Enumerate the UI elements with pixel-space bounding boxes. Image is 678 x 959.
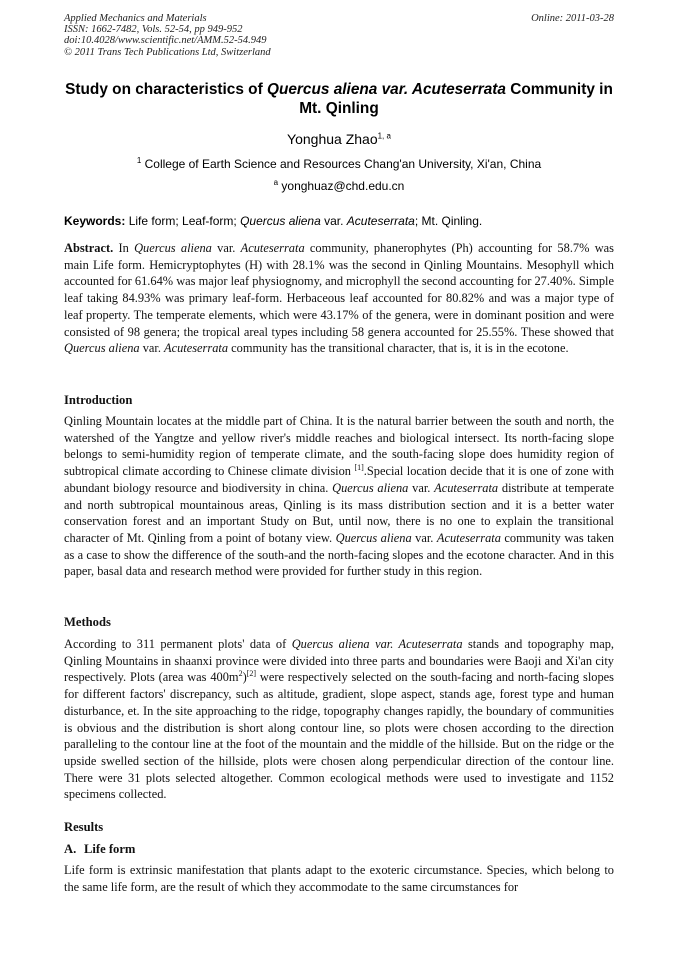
affiliation-sup: 1 — [136, 156, 142, 165]
keywords-label: Keywords: — [64, 214, 126, 228]
intro-text: var. — [411, 530, 437, 545]
species-name: Quercus aliena var. Acuteserrata — [291, 637, 463, 651]
paper-title — [64, 80, 614, 118]
methods-text: stands and topography map, Qinling Mountains in shaanxi province were divided into three parts and boundaries were Baoji and Xi'an city respectively. Plots (area was 400m — [64, 637, 615, 685]
author-sup: 1, a — [377, 131, 391, 141]
species-name: Quercus aliena — [64, 341, 140, 356]
intro-text: .Special location decide that it is one of zone with abundant biology resource and biodiversity in china. — [64, 464, 614, 495]
methods-heading: Methods — [64, 615, 111, 629]
methods-text: According to 311 permanent plots' data of — [64, 637, 292, 651]
issn-line: ISSN: 1662-7482, Vols. 52-54, pp 949-952 — [64, 24, 243, 36]
species-name: Quercus aliena — [134, 241, 212, 255]
abstract-label: Abstract. — [64, 241, 114, 255]
online-date: Online: 2011-03-28 — [531, 13, 614, 24]
intro-text: community was taken as a case to show the difference of the south-and the north-facing slopes and the ecotone character. And in this paper, basal data and research method were provided for further study in this region. — [64, 530, 614, 579]
author-name: Yonghua Zhao — [287, 131, 378, 147]
email-text: yonghuaz@chd.edu.cn — [278, 179, 405, 193]
doi-line: doi:10.4028/www.scientific.net/AMM.52-54.949 — [64, 35, 267, 47]
species-name: Quercus aliena — [335, 530, 412, 545]
abstract-paragraph — [64, 240, 614, 357]
life-form-subheading — [64, 842, 135, 857]
intro-text: var. — [408, 480, 435, 495]
title-species: Quercus aliena var. Acuteserrata — [267, 81, 506, 98]
keywords-text: var. — [320, 214, 347, 228]
author-email — [64, 179, 614, 193]
intro-text: distribute at temperate and north subtropical mountainous areas, Qinling is its mass distribution section and it is a better water conservation forest and an important Study on But, until now, there is no one to explain the transitional character of Mt. Qinling from a point of botany view. — [64, 480, 614, 545]
results-paragraph: Life form is extrinsic manifestation that plants adapt to the exoteric circumstance. Species, which belong to the same life form, are the result of which they accommodate to the same circumstances for — [64, 863, 614, 894]
abstract-text: var. — [139, 341, 165, 356]
abstract-text: var. — [211, 241, 241, 255]
methods-paragraph — [64, 636, 614, 803]
affiliation — [64, 157, 614, 171]
introduction-heading: Introduction — [64, 393, 133, 407]
citation-ref: [2] — [246, 669, 257, 679]
abstract-text: community has the transitional character, that is, it is in the ecotone. — [228, 341, 569, 356]
area-exponent: 2 — [238, 669, 243, 679]
variety-name: Acuteserrata — [240, 241, 305, 255]
author-line — [64, 131, 614, 147]
species-name: Quercus aliena — [332, 480, 409, 495]
variety-name: Acuteserrata — [164, 341, 229, 356]
keywords-species: Quercus aliena — [240, 214, 321, 228]
title-part-1: Study on characteristics of — [65, 81, 267, 98]
keywords-text: ; Mt. Qinling. — [414, 214, 483, 228]
variety-name: Acuteserrata — [436, 530, 501, 545]
introduction-paragraph — [64, 413, 614, 580]
affiliation-text: College of Earth Science and Resources Chang'an University, Xi'an, China — [141, 157, 542, 171]
journal-name: Applied Mechanics and Materials — [64, 13, 207, 24]
variety-name: Acuteserrata — [434, 480, 499, 495]
citation-ref: [1] — [354, 462, 364, 472]
abstract-text: community, phanerophytes (Ph) accounting for 58.7% was main Life form. Hemicryptophytes (H) with 28.1% was the second in Qinling Mountains. Mesophyll which accounted for 61.64% was major leaf physiognomy, and microphyll the second accounting for 27.40%. Simple leaf taking 84.93% was primary leaf-form. Herbaceous leaf accounted for 80.82% and was a major type of leaf property. The temperate elements, which were 43.17% of the genera, were in dominant position and were consisted of 98 genera; the tropical areal types including 58 genera accounted for 25.55%. These showed that — [64, 241, 614, 339]
results-heading: Results — [64, 820, 104, 834]
copyright-line: © 2011 Trans Tech Publications Ltd, Switzerland — [64, 46, 271, 58]
journal-header — [64, 13, 484, 58]
title-part-2: Community in Mt. Qinling — [299, 81, 613, 117]
subsection-title: Life form — [84, 842, 136, 856]
abstract-text: In — [113, 241, 135, 255]
subsection-number: A. — [64, 842, 77, 856]
keywords-variety: Acuteserrata — [346, 214, 415, 228]
keywords — [64, 214, 614, 228]
keywords-text: Life form; Leaf-form; — [125, 214, 241, 228]
methods-text: ) — [242, 670, 247, 685]
methods-text: were respectively selected on the south-facing and north-facing slopes for different factors' discrepancy, such as altitude, gradient, slope aspect, stands age, forest type and human disturbance, et. In the site approaching to the ridge, topography changes rapidly, the boundary of communities is obvious and the distribution is short along contour line, so plots were chosen according to the direction paralleling to the contour line at the foot of the mountain and the middle of the hillside. But on the ridge or the upside swelled section of the hillside, plots were chosen along perpendicular direction of the contour line. There were 31 plots selected altogether. Common ecological methods were used to investigate and 1152 specimens collected. — [64, 670, 614, 802]
email-sup: a — [273, 178, 279, 187]
intro-text: Qinling Mountain locates at the middle part of China. It is the natural barrier between the south and north, the watershed of the Yangtze and yellow river's middle reaches and biological intersect. Its north-facing slope belongs to semi-humidity region of temperate climate, and the south-facing slope does humidity region of subtropical climate according to Chinese climate division — [64, 414, 614, 479]
